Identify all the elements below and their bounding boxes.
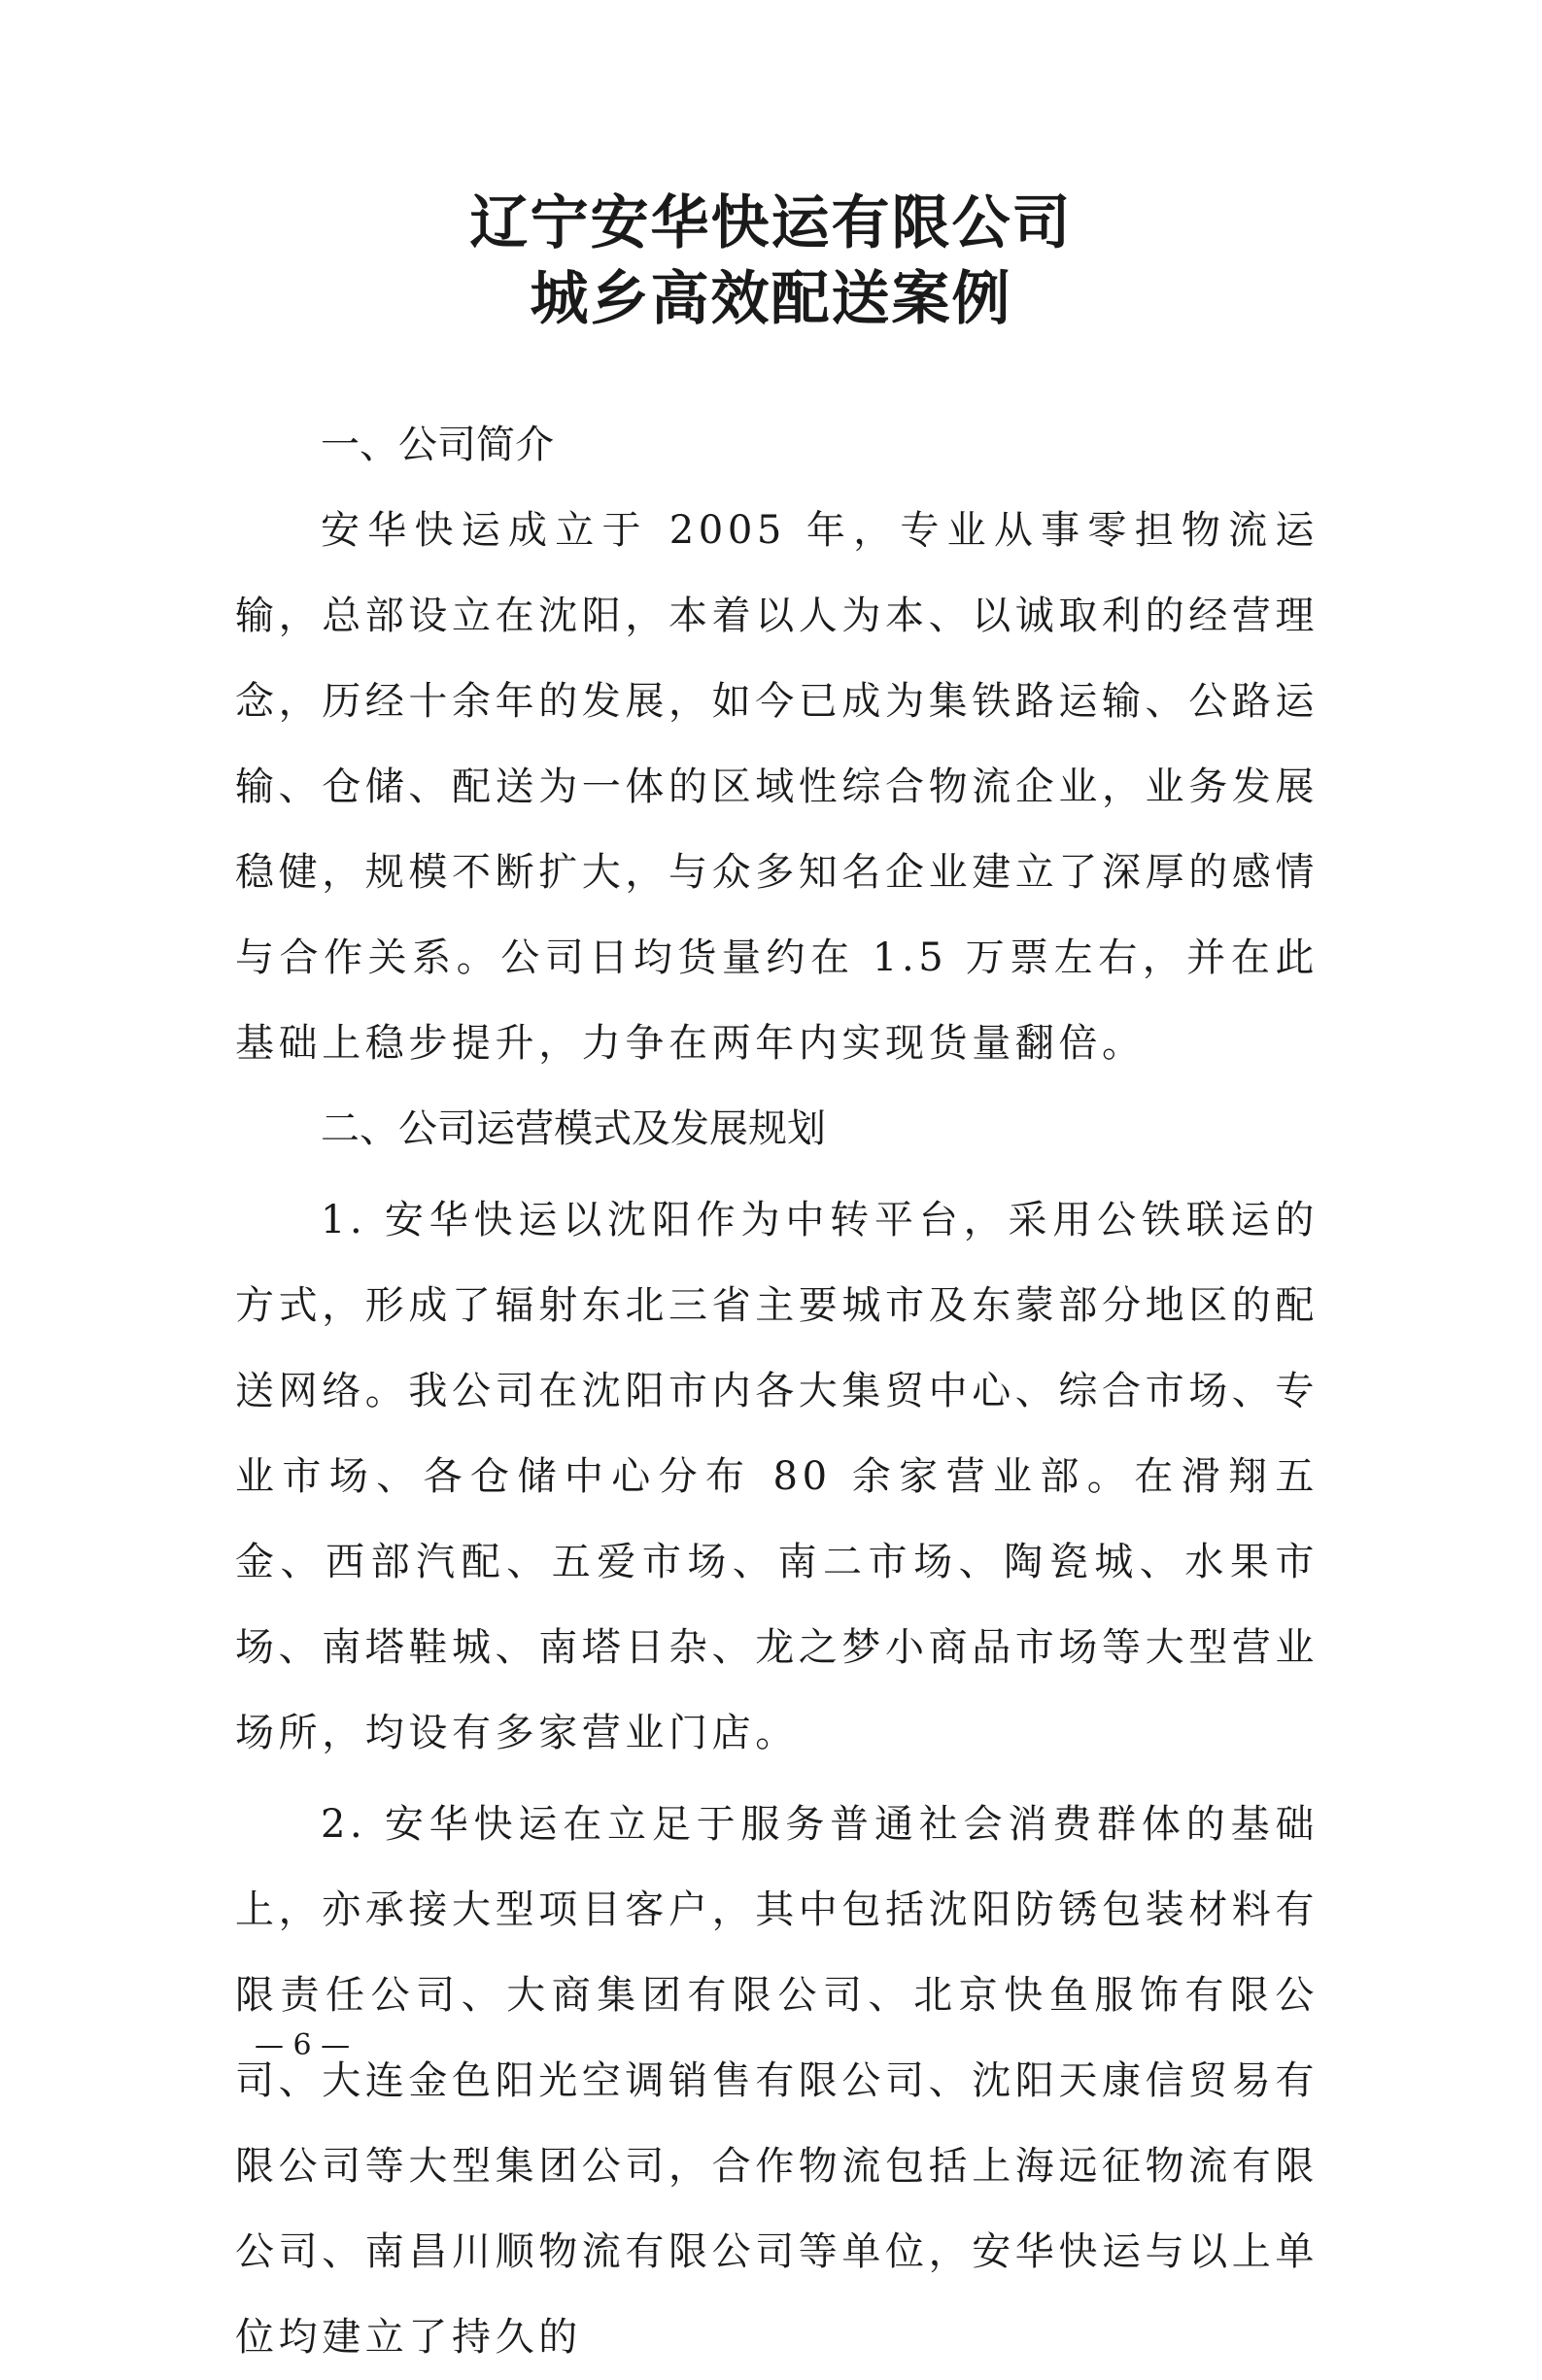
paragraph-intro: 安华快运成立于 2005 年，专业从事零担物流运输，总部设立在沈阳，本着以人为本、以诚取利的经营理念，历经十余年的发展，如今已成为集铁路运输、公路运输、仓储、配送为一体的区域性综合物流企业，业务发展稳健，规模不断扩大，与众多知名企业建立了深厚的感情与合作关系。公司日均货量约在 1.5 万票左右，并在此基础上稳步提升，力争在两年内实现货量翻倍。 — [235, 508, 1319, 1066]
section-heading-intro: 一、公司简介 — [321, 423, 554, 467]
document-title-line-2: 城乡高效配送案例 — [530, 265, 1012, 333]
page-number: — 6 — — [255, 2028, 351, 2062]
document-title-line-1: 辽宁安华快运有限公司 — [469, 189, 1073, 257]
paragraph-operations-2: 2. 安华快运在立足于服务普通社会消费群体的基础上，亦承接大型项目客户，其中包括沈阳防锈包装材料有限责任公司、大商集团有限公司、北京快鱼服饰有限公司、大连金色阳光空调销售有限公司、沈阳天康信贸易有限公司等大型集团公司，合作物流包括上海远征物流有限公司、南昌川顺物流有限公司等单位，安华快运与以上单位均建立了持久的 — [235, 1802, 1319, 2360]
section-heading-operations: 二、公司运营模式及发展规划 — [321, 1106, 826, 1151]
paragraph-operations-1: 1. 安华快运以沈阳作为中转平台，采用公铁联运的方式，形成了辐射东北三省主要城市及东蒙部分地区的配送网络。我公司在沈阳市内各大集贸中心、综合市场、专业市场、各仓储中心分布 80 余家营业部。在滑翔五金、西部汽配、五爱市场、南二市场、陶瓷城、水果市场、南塔鞋城、南塔日杂、龙之梦小商品市场等大型营业场所，均设有多家营业门店。 — [235, 1198, 1319, 1755]
document-body — [235, 402, 1319, 2380]
